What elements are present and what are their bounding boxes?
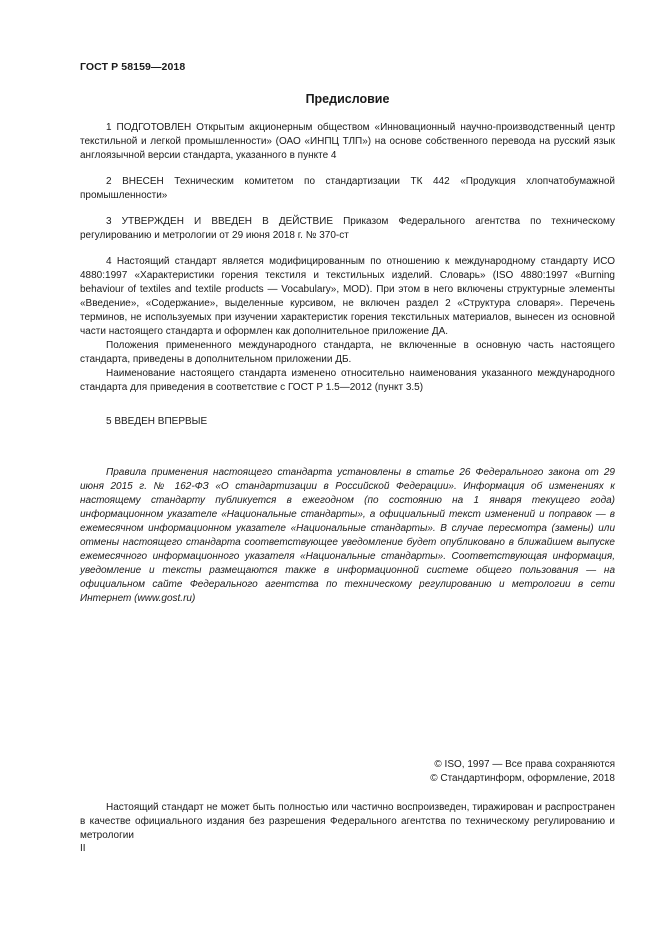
section-1: [80, 121, 615, 163]
section-4: [80, 255, 615, 395]
page-number: II: [80, 843, 86, 854]
copyright-block: [430, 758, 615, 786]
section-4-name-note: Наименование настоящего стандарта изменено относительно наименования указанного международного стандарта для приведения в соответствие с ГОСТ Р 1.5—2012 (пункт 3.5): [80, 368, 615, 393]
notice-text: Правила применения настоящего стандарта установлены в статье 26 Федерального закона от 29 июня 2015 г. № 162-ФЗ «О стандартизации в Российской Федерации». Информация об изменениях к настоящему стандарту публикуется в ежегодном (по состоянию на 1 января текущего года) информационном указателе «Национальные стандарты», а официальный текст изменений и поправок — в ежемесячном информационном указателе «Национальные стандарты». В случае пересмотра (замены) или отмены настоящего стандарта соответствующее уведомление будет опубликовано в ближайшем выпуске ежемесячного информационного указателя «Национальные стандарты». Соответствующая информация, уведомление и тексты размещаются также в информационной системе общего пользования — на официальном сайте Федерального агентства по техническому регулированию и метрологии в сети Интернет (www.gost.ru): [80, 467, 615, 604]
copyright-standartinform: © Стандартинформ, оформление, 2018: [430, 773, 615, 784]
copyright-iso: © ISO, 1997 — Все права сохраняются: [434, 759, 615, 770]
section-4-text: 4 Настоящий стандарт является модифицированным по отношению к международному стандарту ИСО 4880:1997 «Характеристики горения текстиля и текстильных изделий. Словарь» (ISO 4880:1997 «Burning behaviour of textiles and textile products — Vocabulary», MOD). При этом в него включены структурные элементы «Введение», «Содержание», выделенные курсивом, не включен раздел 2 «Структура словаря». Перечень терминов, не используемых при изучении характеристик горения текстильных материалов, вынесен из основной части настоящего стандарта и оформлен как дополнительное приложение ДА.: [80, 256, 615, 337]
section-3: [80, 215, 615, 243]
reprint-text: Настоящий стандарт не может быть полностью или частично воспроизведен, тиражирован и распространен в качестве официального издания без разрешения Федерального агентства по техническому регулированию и метрологии: [80, 802, 615, 841]
section-5-text: 5 ВВЕДЕН ВПЕРВЫЕ: [106, 416, 208, 427]
section-5: [80, 415, 615, 429]
standard-code: ГОСТ Р 58159—2018: [80, 61, 186, 73]
reprint-restriction: [80, 801, 615, 843]
section-1-text: 1 ПОДГОТОВЛЕН Открытым акционерным обществом «Инновационный научно-производственный центр текстильной и легкой промышленности» (ОАО «ИНПЦ ТЛП») на основе собственного перевода на русский язык англоязычной версии стандарта, указанного в пункте 4: [80, 122, 615, 161]
application-rules-notice: [80, 466, 615, 606]
section-2: [80, 175, 615, 203]
section-2-text: 2 ВНЕСЕН Техническим комитетом по стандартизации ТК 442 «Продукция хлопчатобумажной промышленности»: [80, 176, 615, 201]
page-title: Предисловие: [305, 92, 390, 106]
section-3-text: 3 УТВЕРЖДЕН И ВВЕДЕН В ДЕЙСТВИЕ Приказом Федерального агентства по техническому регулированию и метрологии от 29 июня 2018 г. № 370-ст: [80, 216, 615, 241]
section-4-annex-note: Положения примененного международного стандарта, не включенные в основную часть настоящего стандарта, приведены в дополнительном приложении ДБ.: [80, 340, 615, 365]
